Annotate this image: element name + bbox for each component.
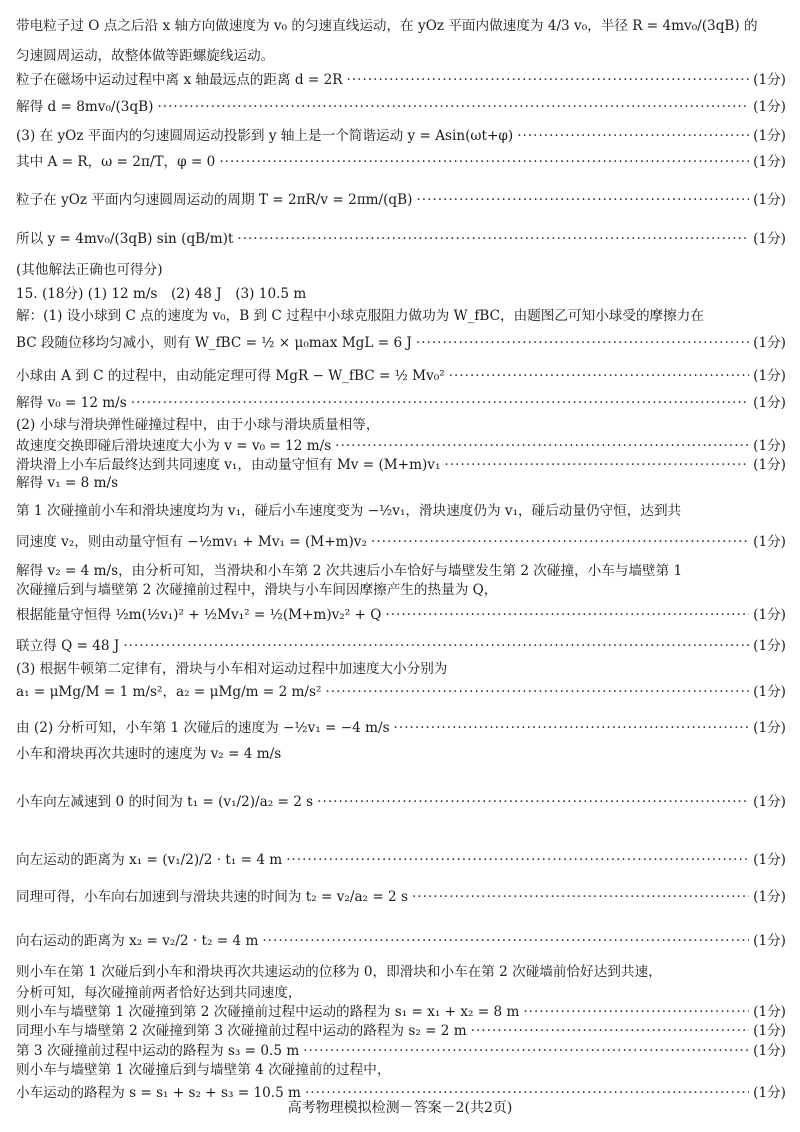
answer-line xyxy=(16,605,786,625)
leader-dots xyxy=(317,792,749,812)
answer-line-text: 带电粒子过 O 点之后沿 x 轴方向做速度为 v₀ 的匀速直线运动，在 yOz 平面内做速度为 4/3 v₀，半径 R = 4mv₀/(3qB) 的 xyxy=(16,18,758,34)
answer-line xyxy=(16,931,786,951)
answer-line xyxy=(16,850,786,870)
leader-dots xyxy=(371,532,749,552)
answer-line xyxy=(16,532,786,552)
answer-line xyxy=(16,792,786,812)
leader-dots xyxy=(449,366,749,386)
answer-line-text: 联立得 Q = 48 J xyxy=(16,638,120,654)
answer-line-text: 粒子在 yOz 平面内匀速圆周运动的周期 T = 2πR/v = 2πm/(qB) xyxy=(16,192,413,208)
answer-line-text: (其他解法正确也可得分) xyxy=(16,262,163,278)
answer-line xyxy=(16,97,786,117)
answer-line xyxy=(16,561,786,581)
leader-dots xyxy=(123,636,749,656)
answer-line xyxy=(16,682,786,702)
score-label: (1分) xyxy=(753,794,786,810)
score-label: (1分) xyxy=(753,438,786,454)
answer-line xyxy=(16,16,786,36)
score-label: (1分) xyxy=(753,534,786,550)
answer-line-text: 故速度交换即碰后滑块速度大小为 v = v₀ = 12 m/s xyxy=(16,438,332,454)
leader-dots xyxy=(325,682,749,702)
answer-line xyxy=(16,415,786,435)
score-label: (1分) xyxy=(753,1043,786,1059)
answer-line-text: 其中 A = R，ω = 2π/T，φ = 0 xyxy=(16,154,216,170)
score-label: (1分) xyxy=(753,852,786,868)
answer-line xyxy=(16,962,786,982)
score-label: (1分) xyxy=(753,192,786,208)
answer-line-text: 滑块滑上小车后最终达到共同速度 v₁，由动量守恒有 Mv = (M+m)v₁ xyxy=(16,457,441,473)
answer-line-text: 解得 v₀ = 12 m/s xyxy=(16,395,127,411)
score-label: (1分) xyxy=(753,99,786,115)
answer-line xyxy=(16,436,786,456)
answer-line-text: 解得 d = 8mv₀/(3qB) xyxy=(16,99,154,115)
answer-line xyxy=(16,983,786,1003)
answer-line-text: (2) 小球与滑块弹性碰撞过程中，由于小球与滑块质量相等， xyxy=(16,417,380,433)
leader-dots xyxy=(237,229,749,249)
answer-line xyxy=(16,70,786,90)
answer-line-text: BC 段随位移均匀减小，则有 W_fBC = ½ × μ₀max MgL = 6 J xyxy=(16,335,412,351)
answer-line xyxy=(16,260,786,280)
leader-dots xyxy=(303,1041,749,1061)
answer-line xyxy=(16,152,786,172)
answer-line-text: 15. (18分) (1) 12 m/s (2) 48 J (3) 10.5 m xyxy=(16,286,307,302)
answer-line-text: 解得 v₁ = 8 m/s xyxy=(16,475,119,491)
answer-line xyxy=(16,1002,786,1022)
answer-line xyxy=(16,46,786,66)
answer-line-text: 小车运动的路程为 s = s₁ + s₂ + s₃ = 10.5 m xyxy=(16,1085,301,1101)
answer-line-text: 解得 v₂ = 4 m/s，由分析可知，当滑块和小车第 2 次共速后小车恰好与墙壁发生第 2 次碰撞，小车与墙壁第 1 xyxy=(16,563,683,579)
score-label: (1分) xyxy=(753,684,786,700)
leader-dots xyxy=(523,1002,749,1022)
leader-dots xyxy=(416,333,749,353)
leader-dots xyxy=(262,931,749,951)
score-label: (1分) xyxy=(753,1085,786,1101)
answer-line-text: 分析可知，每次碰撞前两者恰好达到共同速度， xyxy=(16,985,302,1001)
answer-line-text: 次碰撞后到与墙壁第 2 次碰撞前过程中，滑块与小车间因摩擦产生的热量为 Q， xyxy=(16,582,498,598)
answer-line xyxy=(16,455,786,475)
leader-dots xyxy=(385,605,749,625)
leader-dots xyxy=(219,152,749,172)
answer-line-text: 匀速圆周运动，故整体做等距螺旋线运动。 xyxy=(16,48,275,64)
answer-line-text: 则小车与墙壁第 1 次碰撞到第 2 次碰撞前过程中运动的路程为 s₁ = x₁ + x₂ = 8 m xyxy=(16,1004,520,1020)
answer-line-text: 向左运动的距离为 x₁ = (v₁/2)/2 · t₁ = 4 m xyxy=(16,852,283,868)
score-label: (1分) xyxy=(753,128,786,144)
answer-line-text: (3) 在 yOz 平面内的匀速圆周运动投影到 y 轴上是一个简谐运动 y = Asin(ωt+φ) xyxy=(16,128,514,144)
leader-dots xyxy=(444,455,749,475)
answer-line xyxy=(16,1021,786,1041)
answer-line xyxy=(16,229,786,249)
score-label: (1分) xyxy=(753,638,786,654)
score-label: (1分) xyxy=(753,720,786,736)
answer-line xyxy=(16,306,786,326)
answer-line-text: 所以 y = 4mv₀/(3qB) sin (qB/m)t xyxy=(16,231,234,247)
leader-dots xyxy=(131,393,749,413)
answer-line-text: 小车和滑块再次共速时的速度为 v₂ = 4 m/s xyxy=(16,746,282,762)
answer-line-text: (3) 根据牛顿第二定律有，滑块与小车相对运动过程中加速度大小分别为 xyxy=(16,661,448,677)
answer-line-text: 则小车与墙壁第 1 次碰撞后到与墙壁第 4 次碰撞前的过程中， xyxy=(16,1062,391,1078)
answer-line xyxy=(16,744,786,764)
score-label: (1分) xyxy=(753,395,786,411)
answer-line-text: 则小车在第 1 次碰后到小车和滑块再次共速运动的位移为 0，即滑块和小车在第 2 次碰墙前恰好达到共速， xyxy=(16,964,662,980)
answer-line xyxy=(16,333,786,353)
leader-dots xyxy=(347,70,750,90)
answer-line xyxy=(16,366,786,386)
score-label: (1分) xyxy=(753,72,786,88)
score-label: (1分) xyxy=(753,368,786,384)
answer-line xyxy=(16,473,786,493)
answer-line-text: 由 (2) 分析可知，小车第 1 次碰后的速度为 −½v₁ = −4 m/s xyxy=(16,720,390,736)
answer-line xyxy=(16,887,786,907)
answer-line-text: 同理可得，小车向右加速到与滑块共速的时间为 t₂ = v₂/a₂ = 2 s xyxy=(16,889,408,905)
answer-line-text: a₁ = μMg/M = 1 m/s²，a₂ = μMg/m = 2 m/s² xyxy=(16,684,322,700)
score-label: (1分) xyxy=(753,335,786,351)
answer-line-text: 解：(1) 设小球到 C 点的速度为 v₀，B 到 C 过程中小球克服阻力做功为 W_fBC，由题图乙可知小球受的摩擦力在 xyxy=(16,308,704,324)
score-label: (1分) xyxy=(753,1023,786,1039)
page-footer: 高考物理模拟检测－答案－2(共2页) xyxy=(287,1100,513,1116)
answer-line xyxy=(16,126,786,146)
answer-line xyxy=(16,501,786,521)
answer-line-text: 粒子在磁场中运动过程中离 x 轴最远点的距离 d = 2R xyxy=(16,72,343,88)
answer-line-text: 小车向左减速到 0 的时间为 t₁ = (v₁/2)/a₂ = 2 s xyxy=(16,794,314,810)
answer-line-text: 第 3 次碰撞前过程中运动的路程为 s₃ = 0.5 m xyxy=(16,1043,300,1059)
answer-line xyxy=(16,1041,786,1061)
answer-line xyxy=(16,284,786,304)
leader-dots xyxy=(157,97,749,117)
answer-line-text: 根据能量守恒得 ½m(½v₁)² + ½Mv₁² = ½(M+m)v₂² + Q xyxy=(16,607,382,623)
answer-line xyxy=(16,1060,786,1080)
leader-dots xyxy=(286,850,749,870)
leader-dots xyxy=(517,126,749,146)
answer-line-text: 小球由 A 到 C 的过程中，由动能定理可得 MgR − W_fBC = ½ Mv₀² xyxy=(16,368,445,384)
leader-dots xyxy=(335,436,749,456)
score-label: (1分) xyxy=(753,231,786,247)
answer-line-text: 向右运动的距离为 x₂ = v₂/2 · t₂ = 4 m xyxy=(16,933,259,949)
score-label: (1分) xyxy=(753,154,786,170)
answer-line-text: 第 1 次碰撞前小车和滑块速度均为 v₁，碰后小车速度变为 −½v₁，滑块速度仍为 v₁，碰后动量仍守恒，达到共 xyxy=(16,503,682,519)
answer-line-text: 同理小车与墙壁第 2 次碰撞到第 3 次碰撞前过程中运动的路程为 s₂ = 2 m xyxy=(16,1023,467,1039)
score-label: (1分) xyxy=(753,607,786,623)
leader-dots xyxy=(412,887,749,907)
score-label: (1分) xyxy=(753,1004,786,1020)
score-label: (1分) xyxy=(753,889,786,905)
score-label: (1分) xyxy=(753,457,786,473)
answer-line xyxy=(16,636,786,656)
answer-line-text: 同速度 v₂，则由动量守恒有 −½mv₁ + Mv₁ = (M+m)v₂ xyxy=(16,534,367,550)
leader-dots xyxy=(471,1021,749,1041)
answer-line xyxy=(16,580,786,600)
answer-line xyxy=(16,190,786,210)
score-label: (1分) xyxy=(753,933,786,949)
answer-line xyxy=(16,659,786,679)
leader-dots xyxy=(416,190,749,210)
answer-line xyxy=(16,718,786,738)
leader-dots xyxy=(394,718,750,738)
answer-line xyxy=(16,393,786,413)
